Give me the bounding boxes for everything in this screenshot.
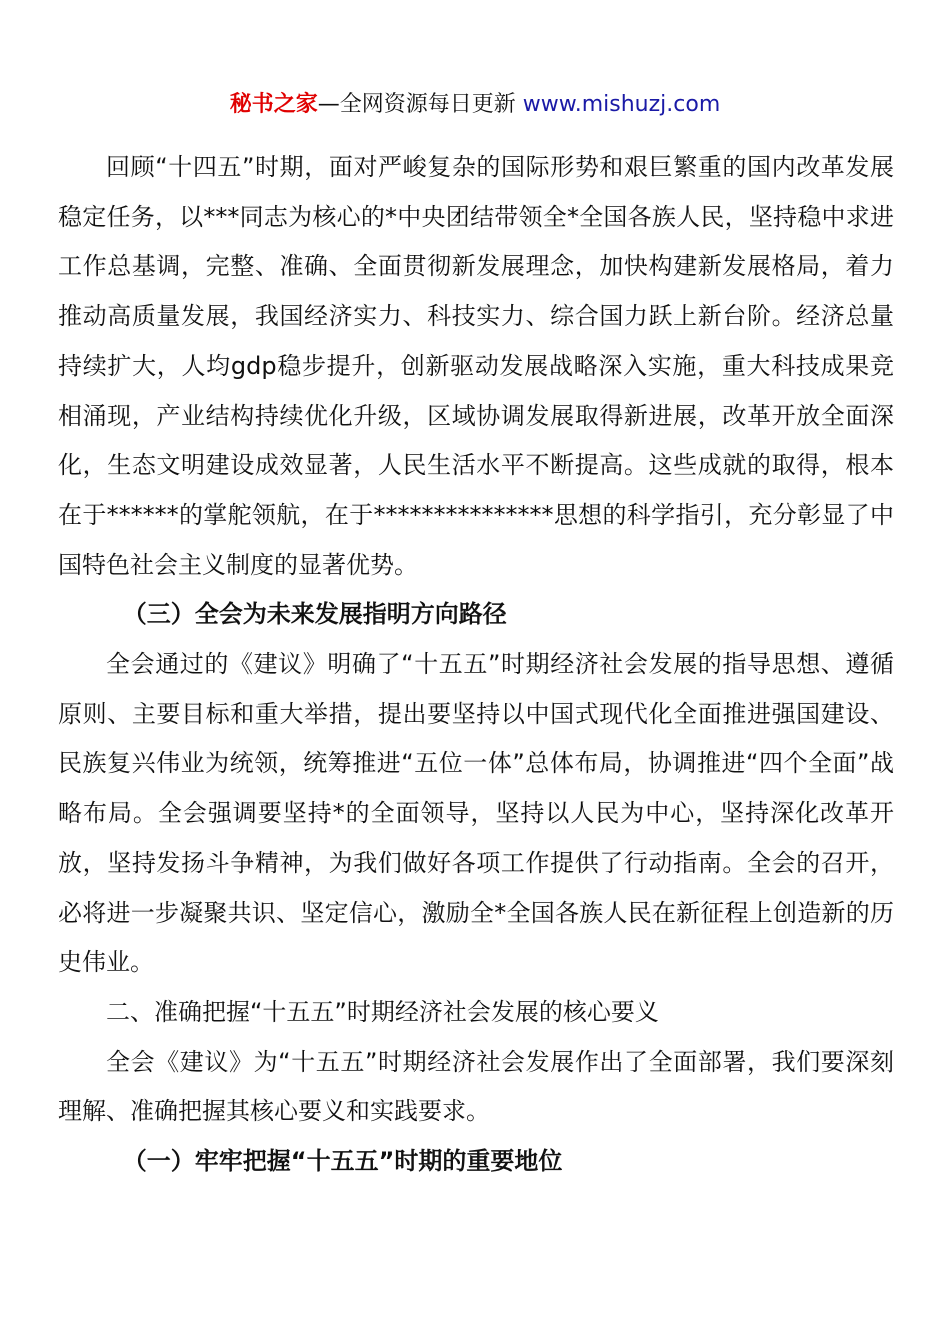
site-brand: 秘书之家 — [229, 92, 318, 117]
site-tagline: —全网资源每日更新 — [317, 92, 523, 117]
paragraph-review: 回顾“十四五”时期，面对严峻复杂的国际形势和艰巨繁重的国内改革发展稳定任务，以***同志为核心的*中央团结带领全*全国各族人民，坚持稳中求进工作总基调，完整、准确、全面贯彻新发展理念，加快构建新发展格局，着力推动高质量发展，我国经济实力、科技实力、综合国力跃上新台阶。经济总量持续扩大，人均gdp稳步提升，创新驱动发展战略深入实施，重大科技成果竞相涌现，产业结构持续优化升级，区域协调发展取得新进展，改革开放全面深化，生态文明建设成效显著，人民生活水平不断提高。这些成就的取得，根本在于******的掌舵领航，在于***************思想的科学指引，充分彰显了中国特色社会主义制度的显著优势。 — [58, 153, 894, 579]
site-header — [0, 88, 950, 122]
site-url[interactable]: www.mishuzj.com — [522, 92, 721, 117]
subheading-position: （一）牢牢把握“十五五”时期的重要地位 — [122, 1147, 563, 1176]
section-heading-core: 二、准确把握“十五五”时期经济社会发展的核心要义 — [106, 997, 659, 1026]
document-body — [58, 143, 894, 1187]
paragraph-direction: 全会通过的《建议》明确了“十五五”时期经济社会发展的指导思想、遵循原则、主要目标和重大举措，提出要坚持以中国式现代化全面推进强国建设、民族复兴伟业为统领，统筹推进“五位一体”总体布局，协调推进“四个全面”战略布局。全会强调要坚持*的全面领导，坚持以人民为中心，坚持深化改革开放，坚持发扬斗争精神，为我们做好各项工作提供了行动指南。全会的召开，必将进一步凝聚共识、坚定信心，激励全*全国各族人民在新征程上创造新的历史伟业。 — [58, 650, 894, 977]
subheading-direction: （三）全会为未来发展指明方向路径 — [122, 600, 507, 629]
paragraph-core: 全会《建议》为“十五五”时期经济社会发展作出了全面部署，我们要深刻理解、准确把握其核心要义和实践要求。 — [58, 1047, 894, 1126]
